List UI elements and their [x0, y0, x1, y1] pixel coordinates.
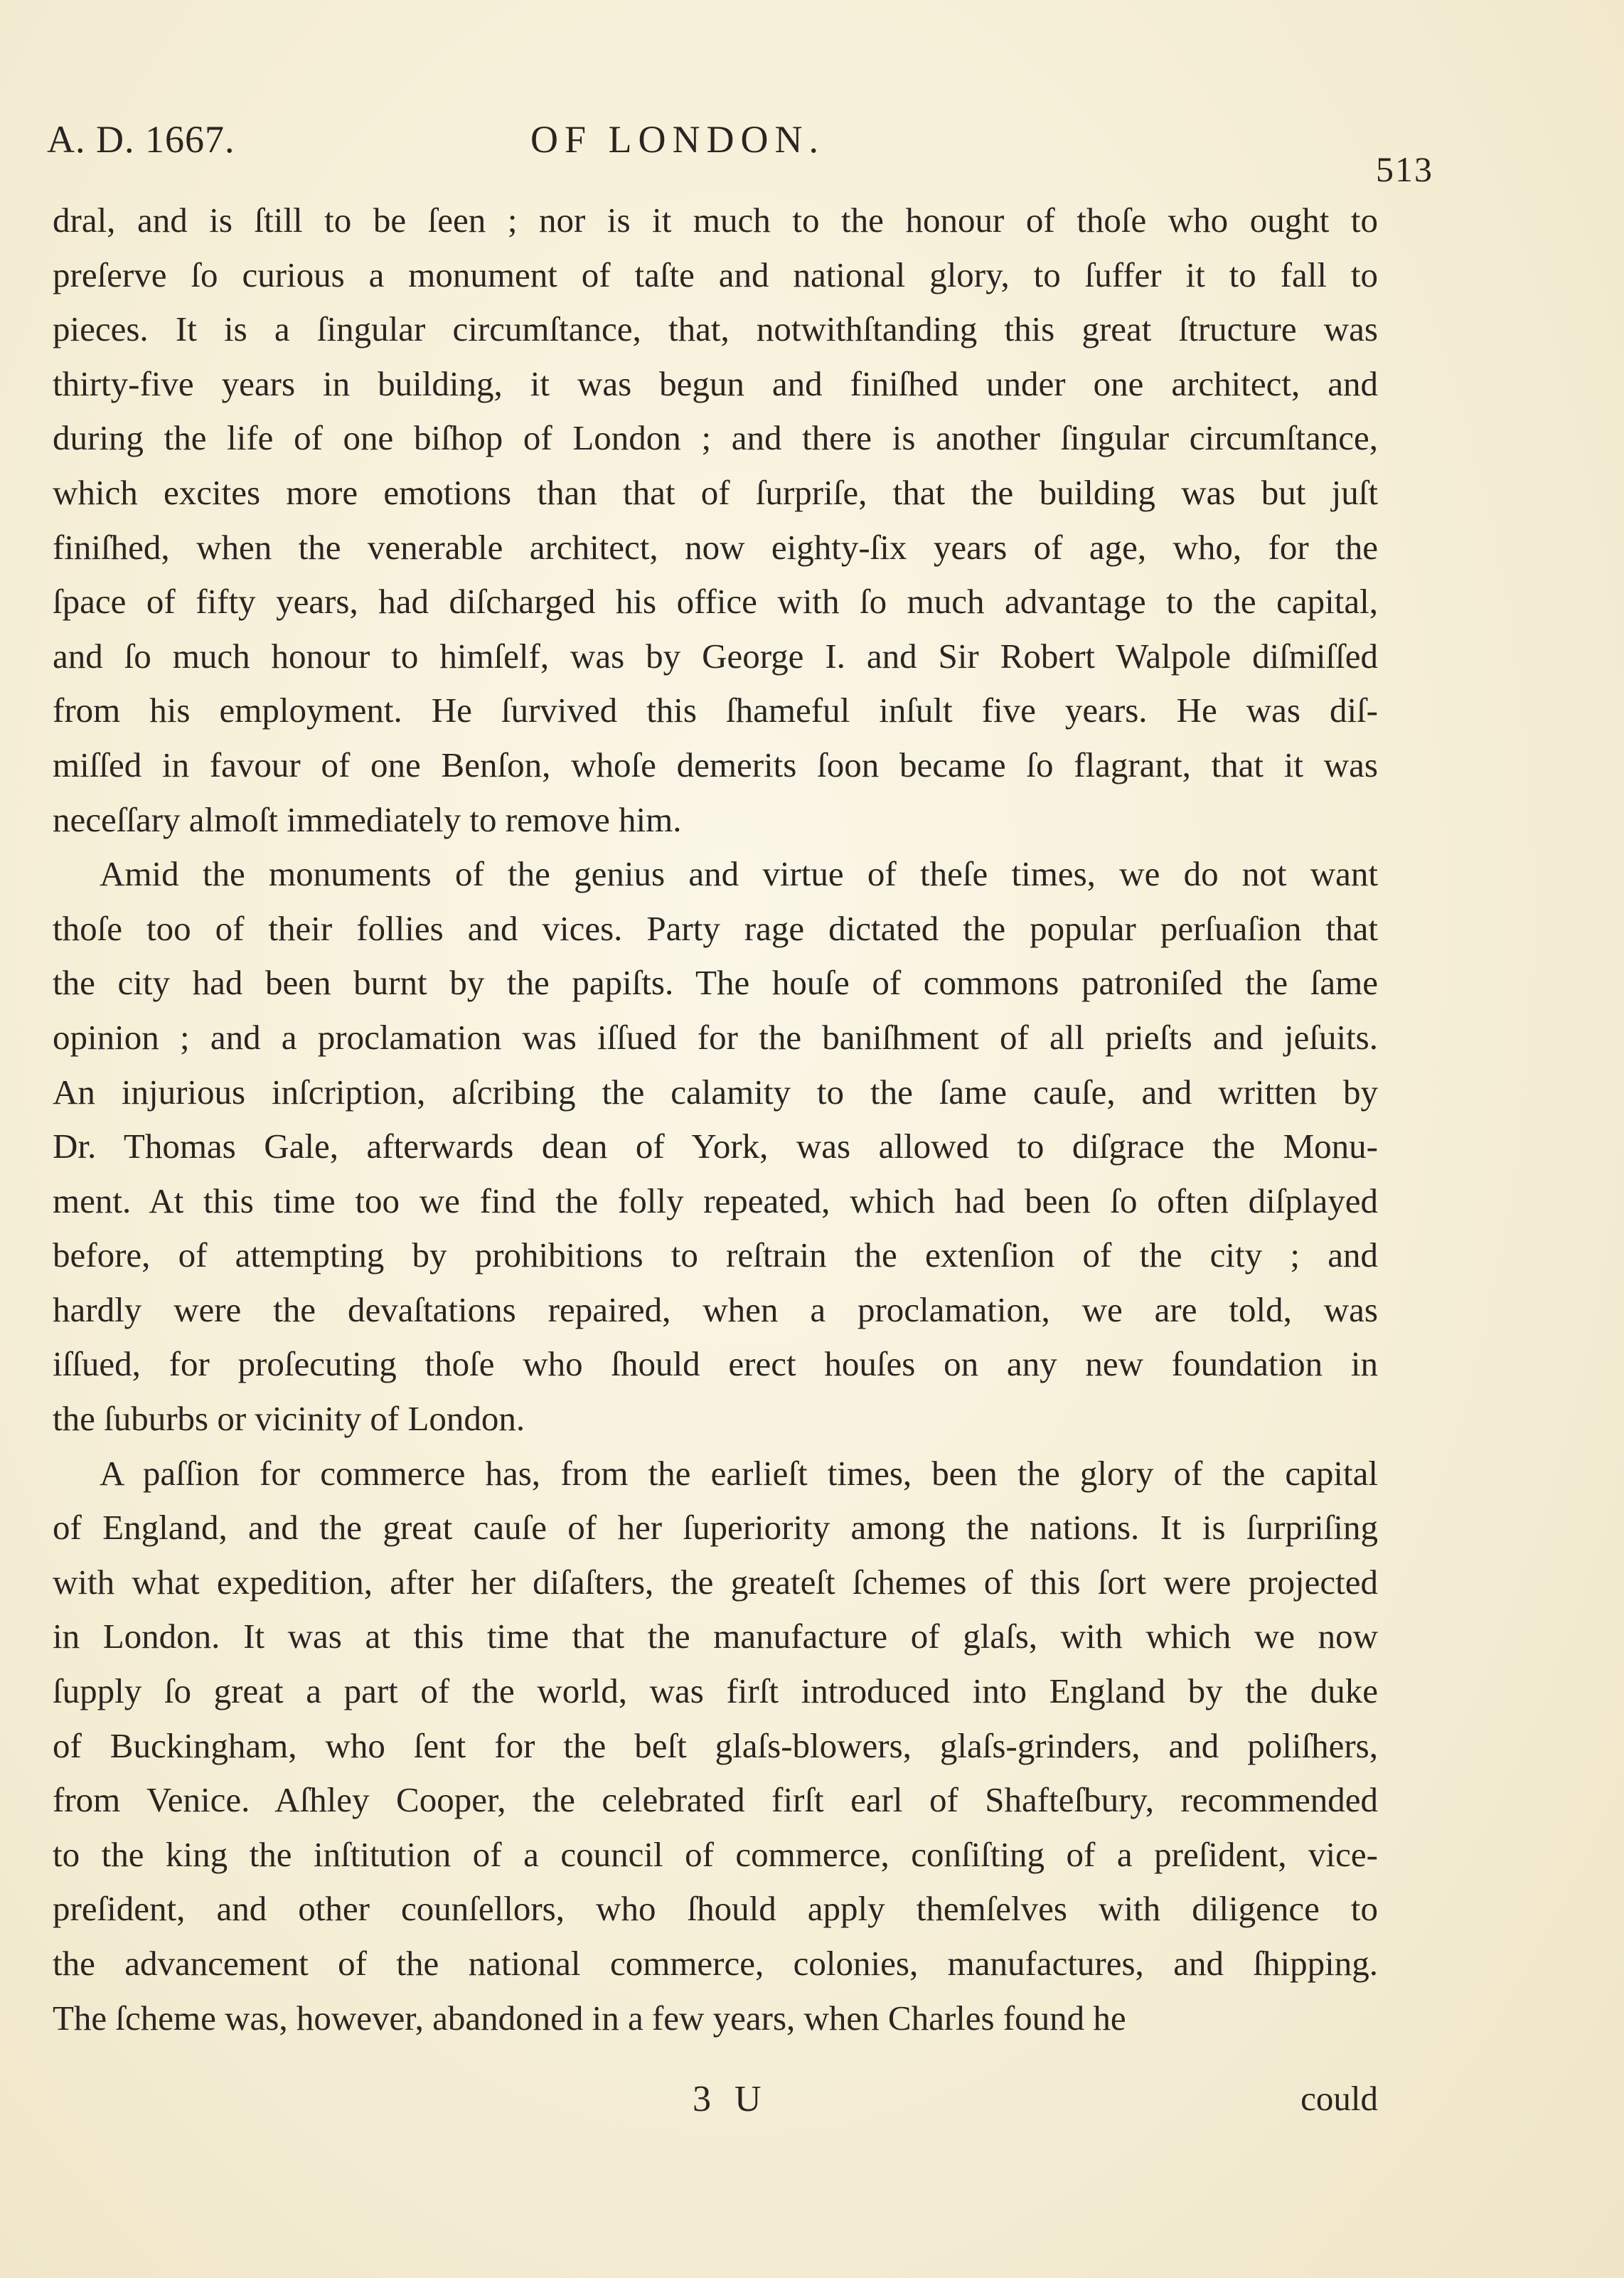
text-line: A paſſion for commerce has, from the earlieſt times, been the glory of the capital: [100, 1453, 1378, 1493]
text-line: during the life of one biſhop of London ; and there is another ſingular circumſtance,: [53, 418, 1378, 458]
catchword: could: [1300, 2079, 1378, 2118]
text-line: finiſhed, when the venerable architect, now eighty-ſix years of age, who, for the: [53, 527, 1378, 567]
paragraph: [53, 1447, 1378, 2046]
paragraph: [53, 193, 1378, 847]
header-date: A. D. 1667.: [47, 118, 235, 161]
text-line: thirty-five years in building, it was begun and finiſhed under one architect, and: [53, 363, 1378, 403]
text-line: ſupply ſo great a part of the world, was firſt introduced into England by the duke: [53, 1671, 1378, 1711]
text-line: dral, and is ſtill to be ſeen ; nor is it much to the honour of thoſe who ought to: [53, 201, 1378, 240]
text-line: preſident, and other counſellors, who ſhould apply themſelves with diligence to: [53, 1889, 1378, 1929]
text-line: and ſo much honour to himſelf, was by George I. and Sir Robert Walpole diſmiſſed: [53, 636, 1378, 676]
text-line: Amid the monuments of the genius and virtue of theſe times, we do not want: [100, 854, 1378, 894]
paragraph: [53, 847, 1378, 1447]
text-line: the ſuburbs or vicinity of London.: [53, 1399, 525, 1439]
text-line: pieces. It is a ſingular circumſtance, that, notwithſtanding this great ſtructure was: [53, 309, 1378, 349]
text-line: Dr. Thomas Gale, afterwards dean of York, was allowed to diſgrace the Monu-: [53, 1127, 1378, 1166]
text-line: iſſued, for proſecuting thoſe who ſhould erect houſes on any new foundation in: [53, 1344, 1378, 1384]
text-line: the advancement of the national commerce, colonies, manufactures, and ſhipping.: [53, 1944, 1378, 1983]
text-line: to the king the inſtitution of a council of commerce, conſiſting of a preſident, vice-: [53, 1834, 1378, 1874]
text-line: thoſe too of their follies and vices. Party rage dictated the popular perſuaſion that: [53, 908, 1378, 948]
text-line: from his employment. He ſurvived this ſhameful inſult five years. He was diſ-: [53, 691, 1378, 730]
text-line: ment. At this time too we find the folly repeated, which had been ſo often diſplayed: [53, 1181, 1378, 1220]
text-line: before, of attempting by prohibitions to reſtrain the extenſion of the city ; and: [53, 1235, 1378, 1275]
text-line: opinion ; and a proclamation was iſſued for the baniſhment of all prieſts and jeſuits.: [53, 1017, 1378, 1057]
header-title: OF LONDON.: [530, 118, 825, 161]
text-line: The ſcheme was, however, abandoned in a few years, when Charles found he: [53, 1998, 1126, 2038]
text-line: miſſed in favour of one Benſon, whoſe demerits ſoon became ſo flagrant, that it was: [53, 745, 1378, 784]
body-text: [53, 193, 1378, 2085]
page-footer: [53, 2078, 1378, 2135]
text-line: with what expedition, after her diſaſters, the greateſt ſchemes of this ſort were projected: [53, 1562, 1378, 1602]
text-line: from Venice. Aſhley Cooper, the celebrated firſt earl of Shafteſbury, recommended: [53, 1780, 1378, 1820]
text-line: neceſſary almoſt immediately to remove him.: [53, 799, 682, 839]
text-line: the city had been burnt by the papiſts. The houſe of commons patroniſed the ſame: [53, 963, 1378, 1003]
running-header: [47, 117, 1433, 189]
text-line: of Buckingham, who ſent for the beſt glaſs-blowers, glaſs-grinders, and poliſhers,: [53, 1725, 1378, 1765]
text-line: hardly were the devaſtations repaired, when a proclamation, we are told, was: [53, 1289, 1378, 1329]
text-line: An injurious inſcription, aſcribing the calamity to the ſame cauſe, and written by: [53, 1072, 1378, 1112]
text-line: preſerve ſo curious a monument of taſte and national glory, to ſuffer it to fall to: [53, 255, 1378, 294]
text-line: of England, and the great cauſe of her ſuperiority among the nations. It is ſurpriſing: [53, 1508, 1378, 1548]
text-line: in London. It was at this time that the manufacture of glaſs, with which we now: [53, 1617, 1378, 1656]
text-line: which excites more emotions than that of ſurpriſe, that the building was but juſt: [53, 472, 1378, 512]
page-number: 513: [1376, 149, 1433, 189]
text-line: ſpace of fifty years, had diſcharged his office with ſo much advantage to the capital,: [53, 582, 1378, 622]
signature-mark: 3 U: [693, 2079, 769, 2119]
